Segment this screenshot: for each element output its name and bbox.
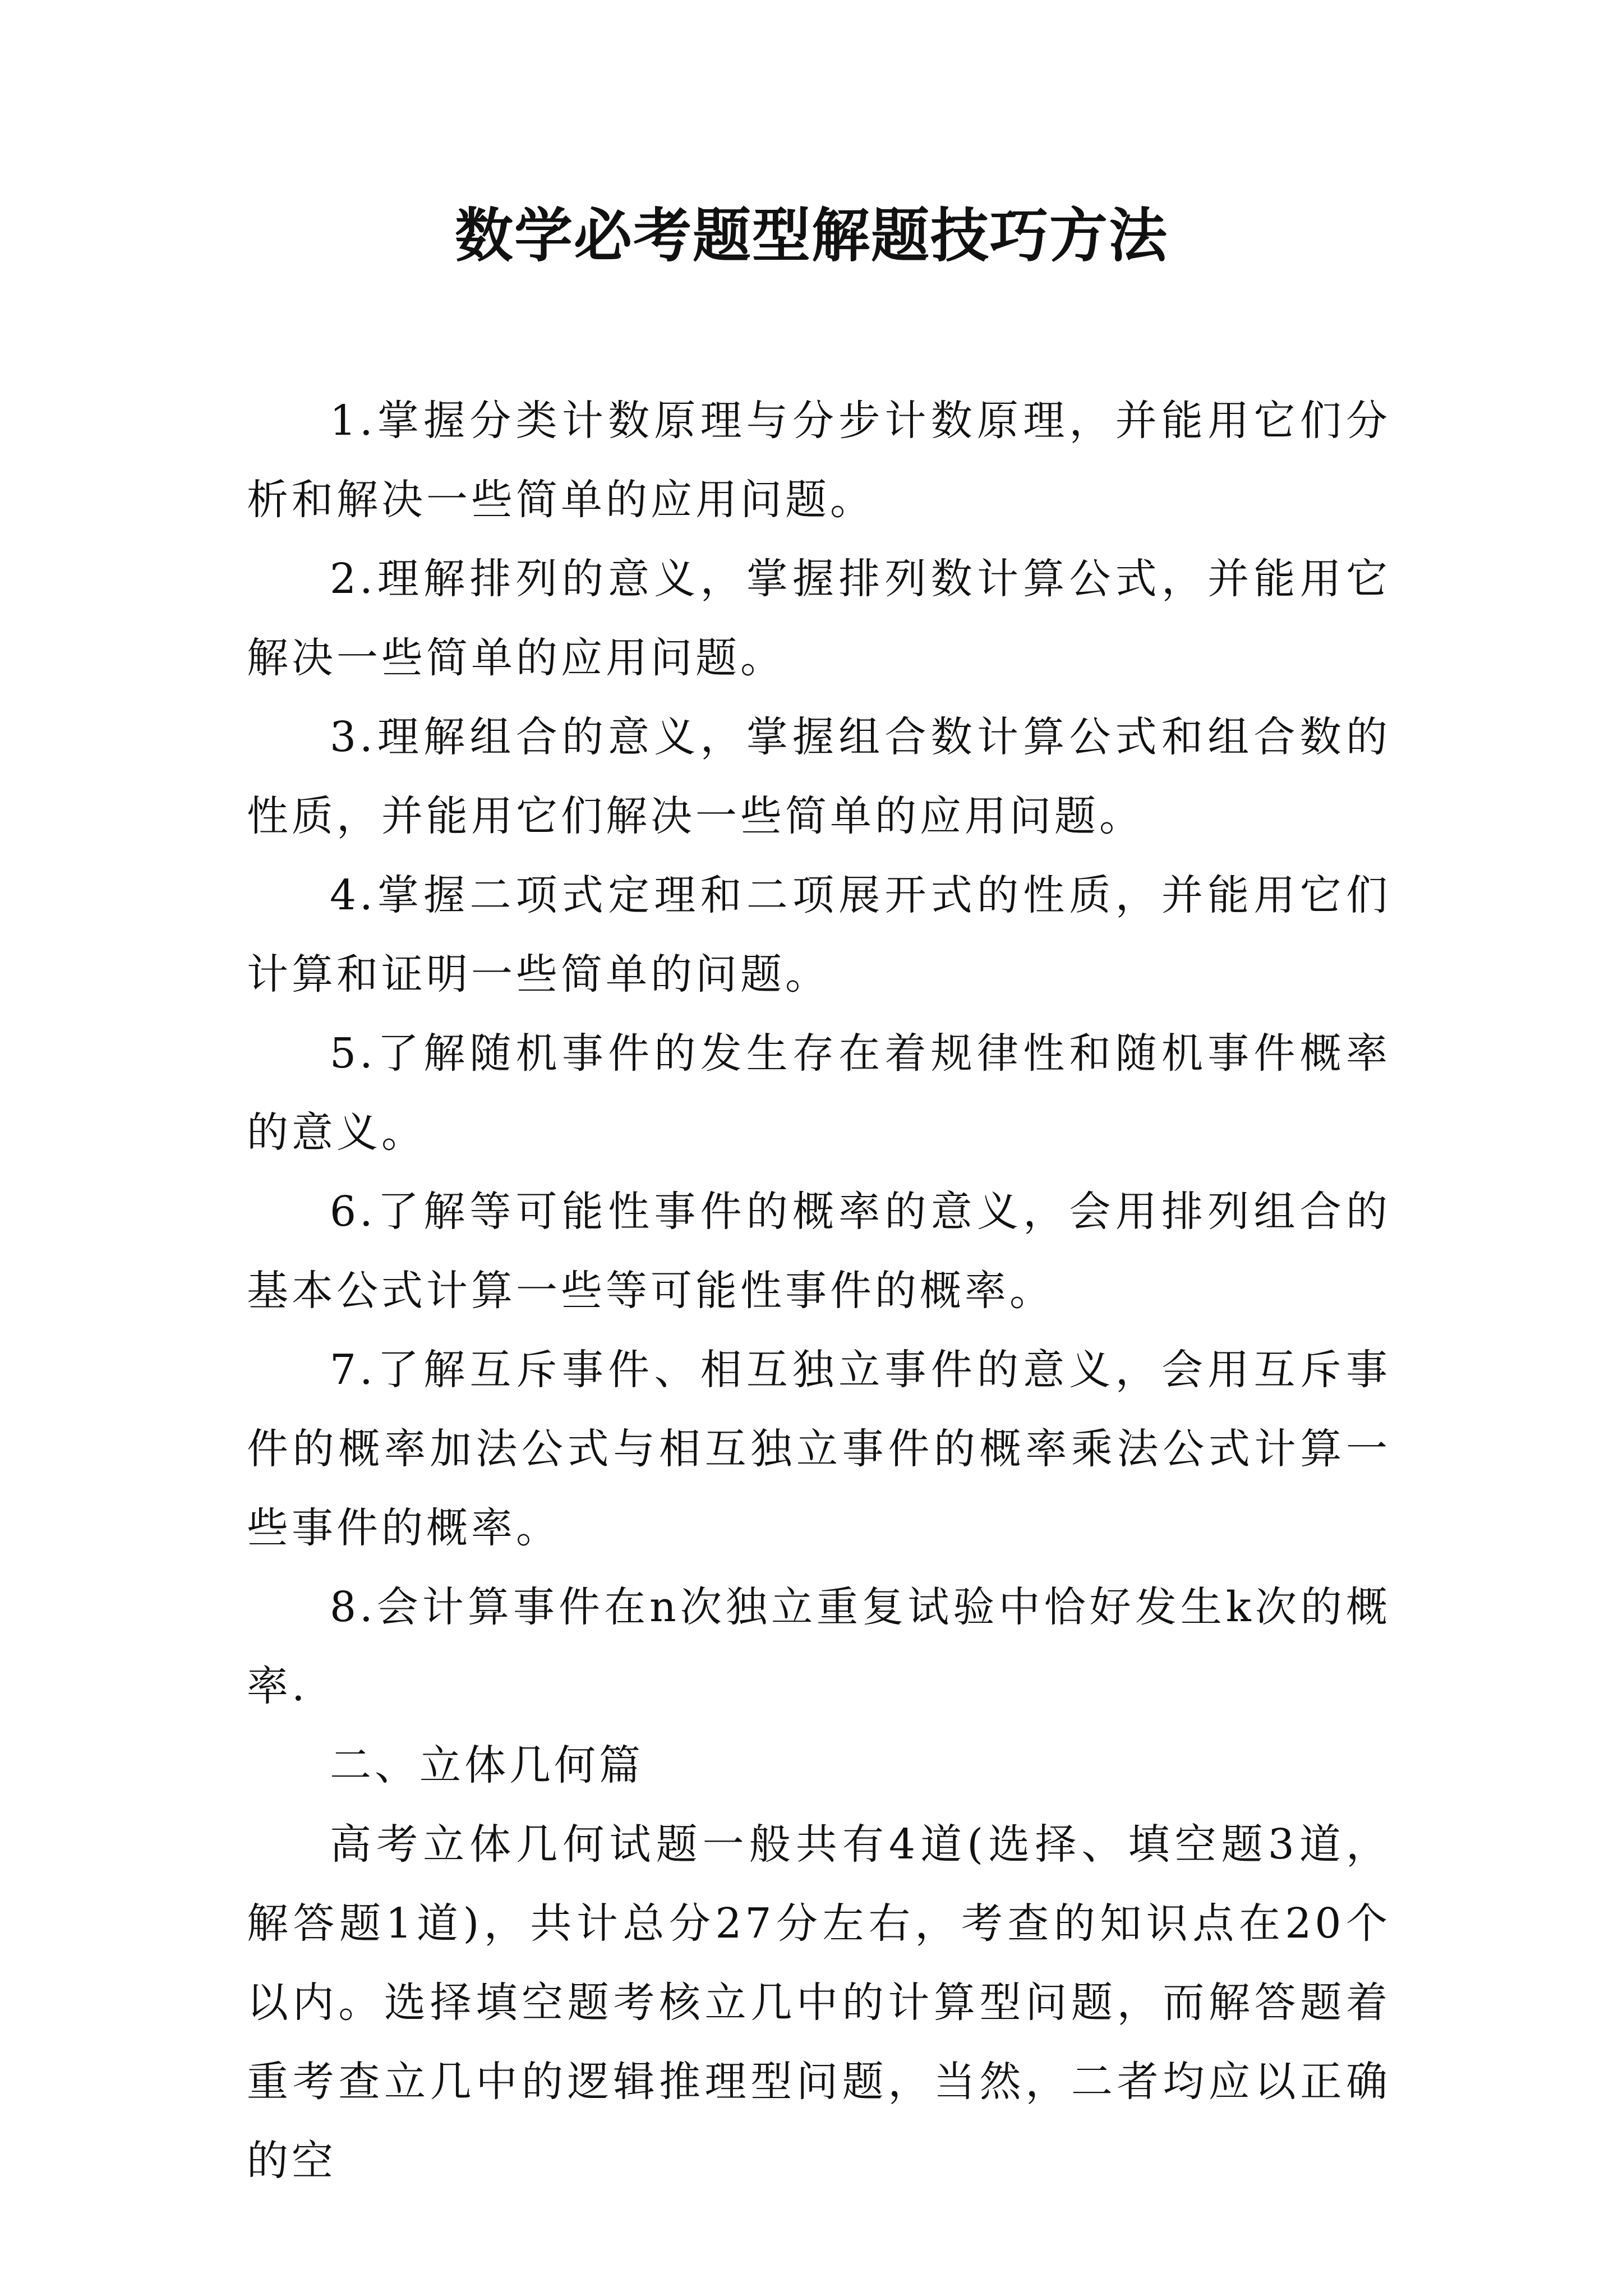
- paragraph-2: 2.理解排列的意义，掌握排列数计算公式，并能用它解决一些简单的应用问题。: [247, 555, 1391, 682]
- paragraph-5: 5.了解随机事件的发生存在着规律性和随机事件概率的意义。: [247, 1029, 1391, 1157]
- paragraph-solid-geometry-intro: 高考立体几何试题一般共有4道(选择、填空题3道，解答题1道)，共计总分27分左右，考查的知识点在20个以内。选择填空题考核立几中的计算型问题，而解答题着重考查立几中的逻辑推理型问题，当然，二者均应以正确的空: [247, 1820, 1391, 2185]
- paragraph-8: 8.会计算事件在n次独立重复试验中恰好发生k次的概率.: [247, 1583, 1391, 1710]
- paragraph-3: 3.理解组合的意义，掌握组合数计算公式和组合数的性质，并能用它们解决一些简单的应用问题。: [247, 713, 1391, 840]
- document-title: 数学必考题型解题技巧方法: [454, 201, 1168, 270]
- paragraph-7: 7.了解互斥事件、相互独立事件的意义，会用互斥事件的概率加法公式与相互独立事件的概率乘法公式计算一些事件的概率。: [247, 1346, 1391, 1552]
- document-body: [247, 381, 1391, 2201]
- paragraph-1: 1.掌握分类计数原理与分步计数原理，并能用它们分析和解决一些简单的应用问题。: [247, 397, 1391, 524]
- paragraph-4: 4.掌握二项式定理和二项展开式的性质，并能用它们计算和证明一些简单的问题。: [247, 871, 1391, 999]
- paragraph-6: 6.了解等可能性事件的概率的意义，会用排列组合的基本公式计算一些等可能性事件的概率。: [247, 1188, 1391, 1315]
- section-heading-solid-geometry: 二、立体几何篇: [330, 1741, 644, 1789]
